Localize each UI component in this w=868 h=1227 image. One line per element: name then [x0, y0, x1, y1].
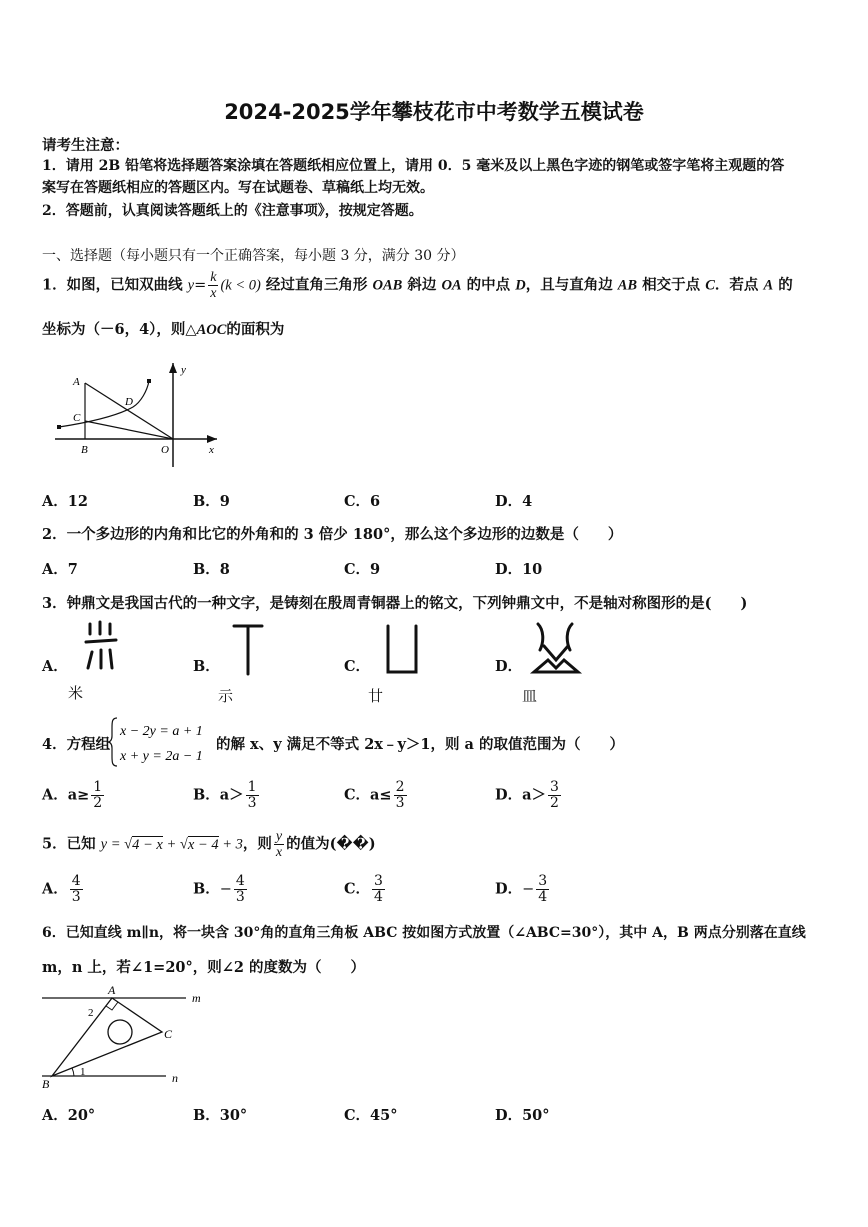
- q5-expr-y: y =: [100, 836, 125, 853]
- q4-a-frac: [91, 780, 104, 811]
- q1-var-y: y: [187, 277, 195, 294]
- q1-condition: (k < 0): [220, 277, 261, 294]
- question-3-text: 3．钟鼎文是我国古代的一种文字，是铸刻在殷周青铜器上的铭文，下列钟鼎文中，不是轴对称图形的是( ): [42, 595, 748, 612]
- q1-mid2: 的中点: [466, 276, 511, 294]
- q4-option-d[interactable]: [495, 780, 563, 811]
- q1-d: D: [515, 277, 526, 294]
- q1-mid3: ，且与直角边: [525, 276, 613, 294]
- q6-figure: [38, 982, 201, 1091]
- q2-option-c[interactable]: C．9: [344, 561, 381, 578]
- q1-ab: AB: [617, 277, 638, 294]
- label-angle-1: 1: [80, 1066, 86, 1078]
- question-1-line-2: [42, 318, 284, 339]
- label-b: B: [42, 1077, 50, 1091]
- triangle-abc: [52, 998, 162, 1076]
- page-title: 2024-2025学年攀枝花市中考数学五模试卷: [224, 100, 644, 124]
- q3-caption-b: 示: [218, 687, 234, 705]
- label-c: C: [164, 1027, 173, 1041]
- q5-post: 的值为: [286, 835, 330, 853]
- q1-mid4: 相交于点: [642, 276, 701, 294]
- q1-mid1: 斜边: [407, 276, 437, 294]
- label-a: A: [73, 376, 80, 388]
- q5-option-b[interactable]: [193, 874, 249, 905]
- q3-option-d[interactable]: D．: [495, 658, 523, 675]
- q1-line2-pre: 坐标为（－6，4），则△: [42, 321, 197, 338]
- q5-d-den: 4: [538, 889, 548, 905]
- q3-glyph-c: [382, 622, 422, 678]
- q1-figure: [45, 355, 230, 470]
- q5-b-num: 4: [235, 873, 245, 889]
- q1-option-c[interactable]: C．6: [344, 493, 381, 510]
- q5-mid: ，则: [242, 835, 272, 853]
- q5-frac-num: y: [275, 829, 283, 844]
- q5-plus-2: + 3: [218, 836, 243, 853]
- q4-b-frac: [246, 780, 259, 811]
- q1-mid6: 的: [778, 276, 793, 294]
- q4-a-den: 2: [93, 795, 103, 811]
- q5-paren: (��): [329, 835, 376, 853]
- label-angle-2: 2: [88, 1007, 94, 1019]
- q5-option-c[interactable]: [344, 874, 387, 905]
- q6-option-c[interactable]: C．45°: [344, 1107, 398, 1124]
- q3-option-b[interactable]: B．: [193, 658, 220, 675]
- label-b: B: [81, 444, 88, 456]
- q5-a-frac: [70, 874, 83, 905]
- label-x: x: [209, 444, 214, 456]
- q6-option-d[interactable]: D．50°: [495, 1107, 550, 1124]
- q4-eq2: x + y = 2a − 1: [120, 749, 203, 764]
- q2-option-b[interactable]: B．8: [193, 561, 230, 578]
- q1-mid5: ．若点: [714, 276, 759, 294]
- q2-option-d[interactable]: D．10: [495, 561, 543, 578]
- curve-endpoint-left: [57, 425, 61, 429]
- q5-option-a[interactable]: [42, 874, 85, 905]
- q5-c-num: 3: [374, 873, 383, 889]
- q5-option-d[interactable]: [495, 874, 551, 905]
- label-m: m: [192, 991, 201, 1005]
- q1-line2-post: 的面积为: [226, 321, 285, 338]
- q2-option-a[interactable]: A．7: [42, 561, 78, 578]
- question-4-pre: 4．方程组: [42, 736, 111, 753]
- q5-frac: [274, 829, 284, 860]
- q4-d-num: 3: [549, 779, 559, 795]
- q1-oab: OAB: [372, 277, 403, 294]
- triangle-hole: [108, 1020, 132, 1044]
- q3-glyph-d: [530, 620, 582, 678]
- x-axis-arrow: [207, 435, 217, 443]
- q1-text-pre: 1．如图，已知双曲线: [42, 276, 183, 294]
- q1-option-d[interactable]: D．4: [495, 493, 533, 510]
- q3-option-c[interactable]: C．: [344, 658, 371, 675]
- q5-c-den: 4: [374, 889, 383, 905]
- y-axis-arrow: [169, 363, 177, 373]
- q3-option-a[interactable]: A．: [42, 658, 68, 675]
- q3-caption-c: 廿: [368, 687, 384, 705]
- q4-d-frac: [548, 780, 561, 811]
- q1-c: C: [705, 277, 715, 294]
- q4-b-num: 1: [247, 779, 257, 795]
- q4-b-den: 3: [247, 795, 257, 811]
- q6-option-a[interactable]: A．20°: [42, 1107, 96, 1124]
- q5-d-num: 3: [538, 873, 548, 889]
- question-5-line: [42, 829, 376, 860]
- q4-option-a[interactable]: [42, 780, 106, 811]
- label-a: A: [108, 983, 116, 997]
- label-o: O: [161, 444, 169, 456]
- q4-eq1: x − 2y = a + 1: [120, 724, 203, 739]
- angle-1-arc: [72, 1068, 74, 1076]
- q5-a-label: A．: [42, 880, 68, 898]
- q4-option-c[interactable]: [344, 780, 409, 811]
- q1-a: A: [763, 277, 774, 294]
- q4-a-label: A．a≥: [42, 786, 90, 804]
- q5-plus-1: +: [162, 836, 180, 853]
- q1-text-post: 经过直角三角形: [265, 276, 368, 294]
- question-2-text: 2．一个多边形的内角和比它的外角和的 3 倍少 180°，那么这个多边形的边数是（ ）: [42, 526, 623, 543]
- q5-pre: 5．已知: [42, 835, 96, 853]
- q3-caption-a: 米: [68, 684, 84, 702]
- label-n: n: [172, 1071, 178, 1085]
- q5-c-label: C．: [344, 880, 371, 898]
- q4-c-label: C．a≤: [344, 786, 392, 804]
- notice-heading: 请考生注意：: [42, 137, 129, 154]
- q5-b-frac: [234, 874, 247, 905]
- question-6-line-2: m，n 上，若∠1=20°，则∠2 的度数为（ ）: [42, 959, 366, 976]
- q4-d-den: 2: [549, 795, 559, 811]
- q5-c-frac: [372, 874, 385, 905]
- q5-d-label: D．: [495, 880, 523, 898]
- q5-radicand-2: x − 4: [187, 836, 219, 853]
- q3-glyph-a: [82, 620, 122, 672]
- q4-option-b[interactable]: [193, 780, 261, 811]
- question-1-line-1: [42, 270, 793, 301]
- q1-eq: =: [194, 277, 207, 294]
- notice-line-1: 1．请用 2B 铅笔将选择题答案涂填在答题纸相应位置上，请用 0．5 毫米及以上黑色字迹的钢笔或签字笔将主观题的答: [42, 158, 785, 174]
- q1-frac-den: x: [210, 286, 217, 301]
- notice-line-2: 2．答题前，认真阅读答题纸上的《注意事项》，按规定答题。: [42, 203, 423, 219]
- q1-option-b[interactable]: B．9: [193, 493, 230, 510]
- q5-a-num: 4: [71, 873, 81, 889]
- q6-option-b[interactable]: B．30°: [193, 1107, 248, 1124]
- q5-frac-den: x: [275, 845, 283, 860]
- q4-a-num: 1: [93, 779, 103, 795]
- q5-d-frac: [536, 874, 549, 905]
- question-4-post: 的解 x、y 满足不等式 2x﹣y＞1，则 a 的取值范围为（ ）: [216, 736, 624, 753]
- q5-b-label: B．: [193, 880, 220, 898]
- q1-aoc: AOC: [196, 322, 227, 338]
- q4-d-label: D．a＞: [495, 786, 546, 804]
- q1-frac-num: k: [210, 270, 217, 285]
- q5-b-den: 3: [235, 889, 245, 905]
- section-heading: 一、选择题（每小题只有一个正确答案，每小题 3 分，满分 30 分）: [42, 248, 465, 264]
- q4-system-brace: [108, 716, 218, 768]
- q3-caption-d: 皿: [522, 687, 538, 705]
- label-d: D: [125, 396, 133, 408]
- q4-c-num: 2: [395, 779, 405, 795]
- q1-fraction: [208, 270, 218, 301]
- q4-b-label: B．a＞: [193, 786, 244, 804]
- question-6-line-1: 6．已知直线 m∥n，将一块含 30°角的直角三角板 ABC 按如图方式放置（∠ABC=30°），其中 A，B 两点分别落在直线: [42, 925, 806, 941]
- q5-radicand-1: 4 − x: [132, 836, 163, 853]
- q5-d-sign: −: [522, 881, 535, 898]
- q4-c-frac: [394, 780, 407, 811]
- label-y: y: [181, 364, 186, 376]
- q5-sqrt-2: √x − 4: [179, 836, 219, 853]
- notice-line-1b: 案写在答题纸相应的答题区内。写在试题卷、草稿纸上均无效。: [42, 180, 434, 196]
- q5-sqrt-1: √4 − x: [124, 836, 163, 853]
- label-c: C: [73, 412, 81, 424]
- q1-oa: OA: [441, 277, 462, 294]
- q5-b-sign: −: [219, 881, 232, 898]
- curve-endpoint-right: [147, 379, 151, 383]
- q4-c-den: 3: [395, 795, 405, 811]
- q1-option-a[interactable]: A．12: [42, 493, 88, 510]
- q3-glyph-b: [228, 622, 268, 678]
- q5-a-den: 3: [71, 889, 81, 905]
